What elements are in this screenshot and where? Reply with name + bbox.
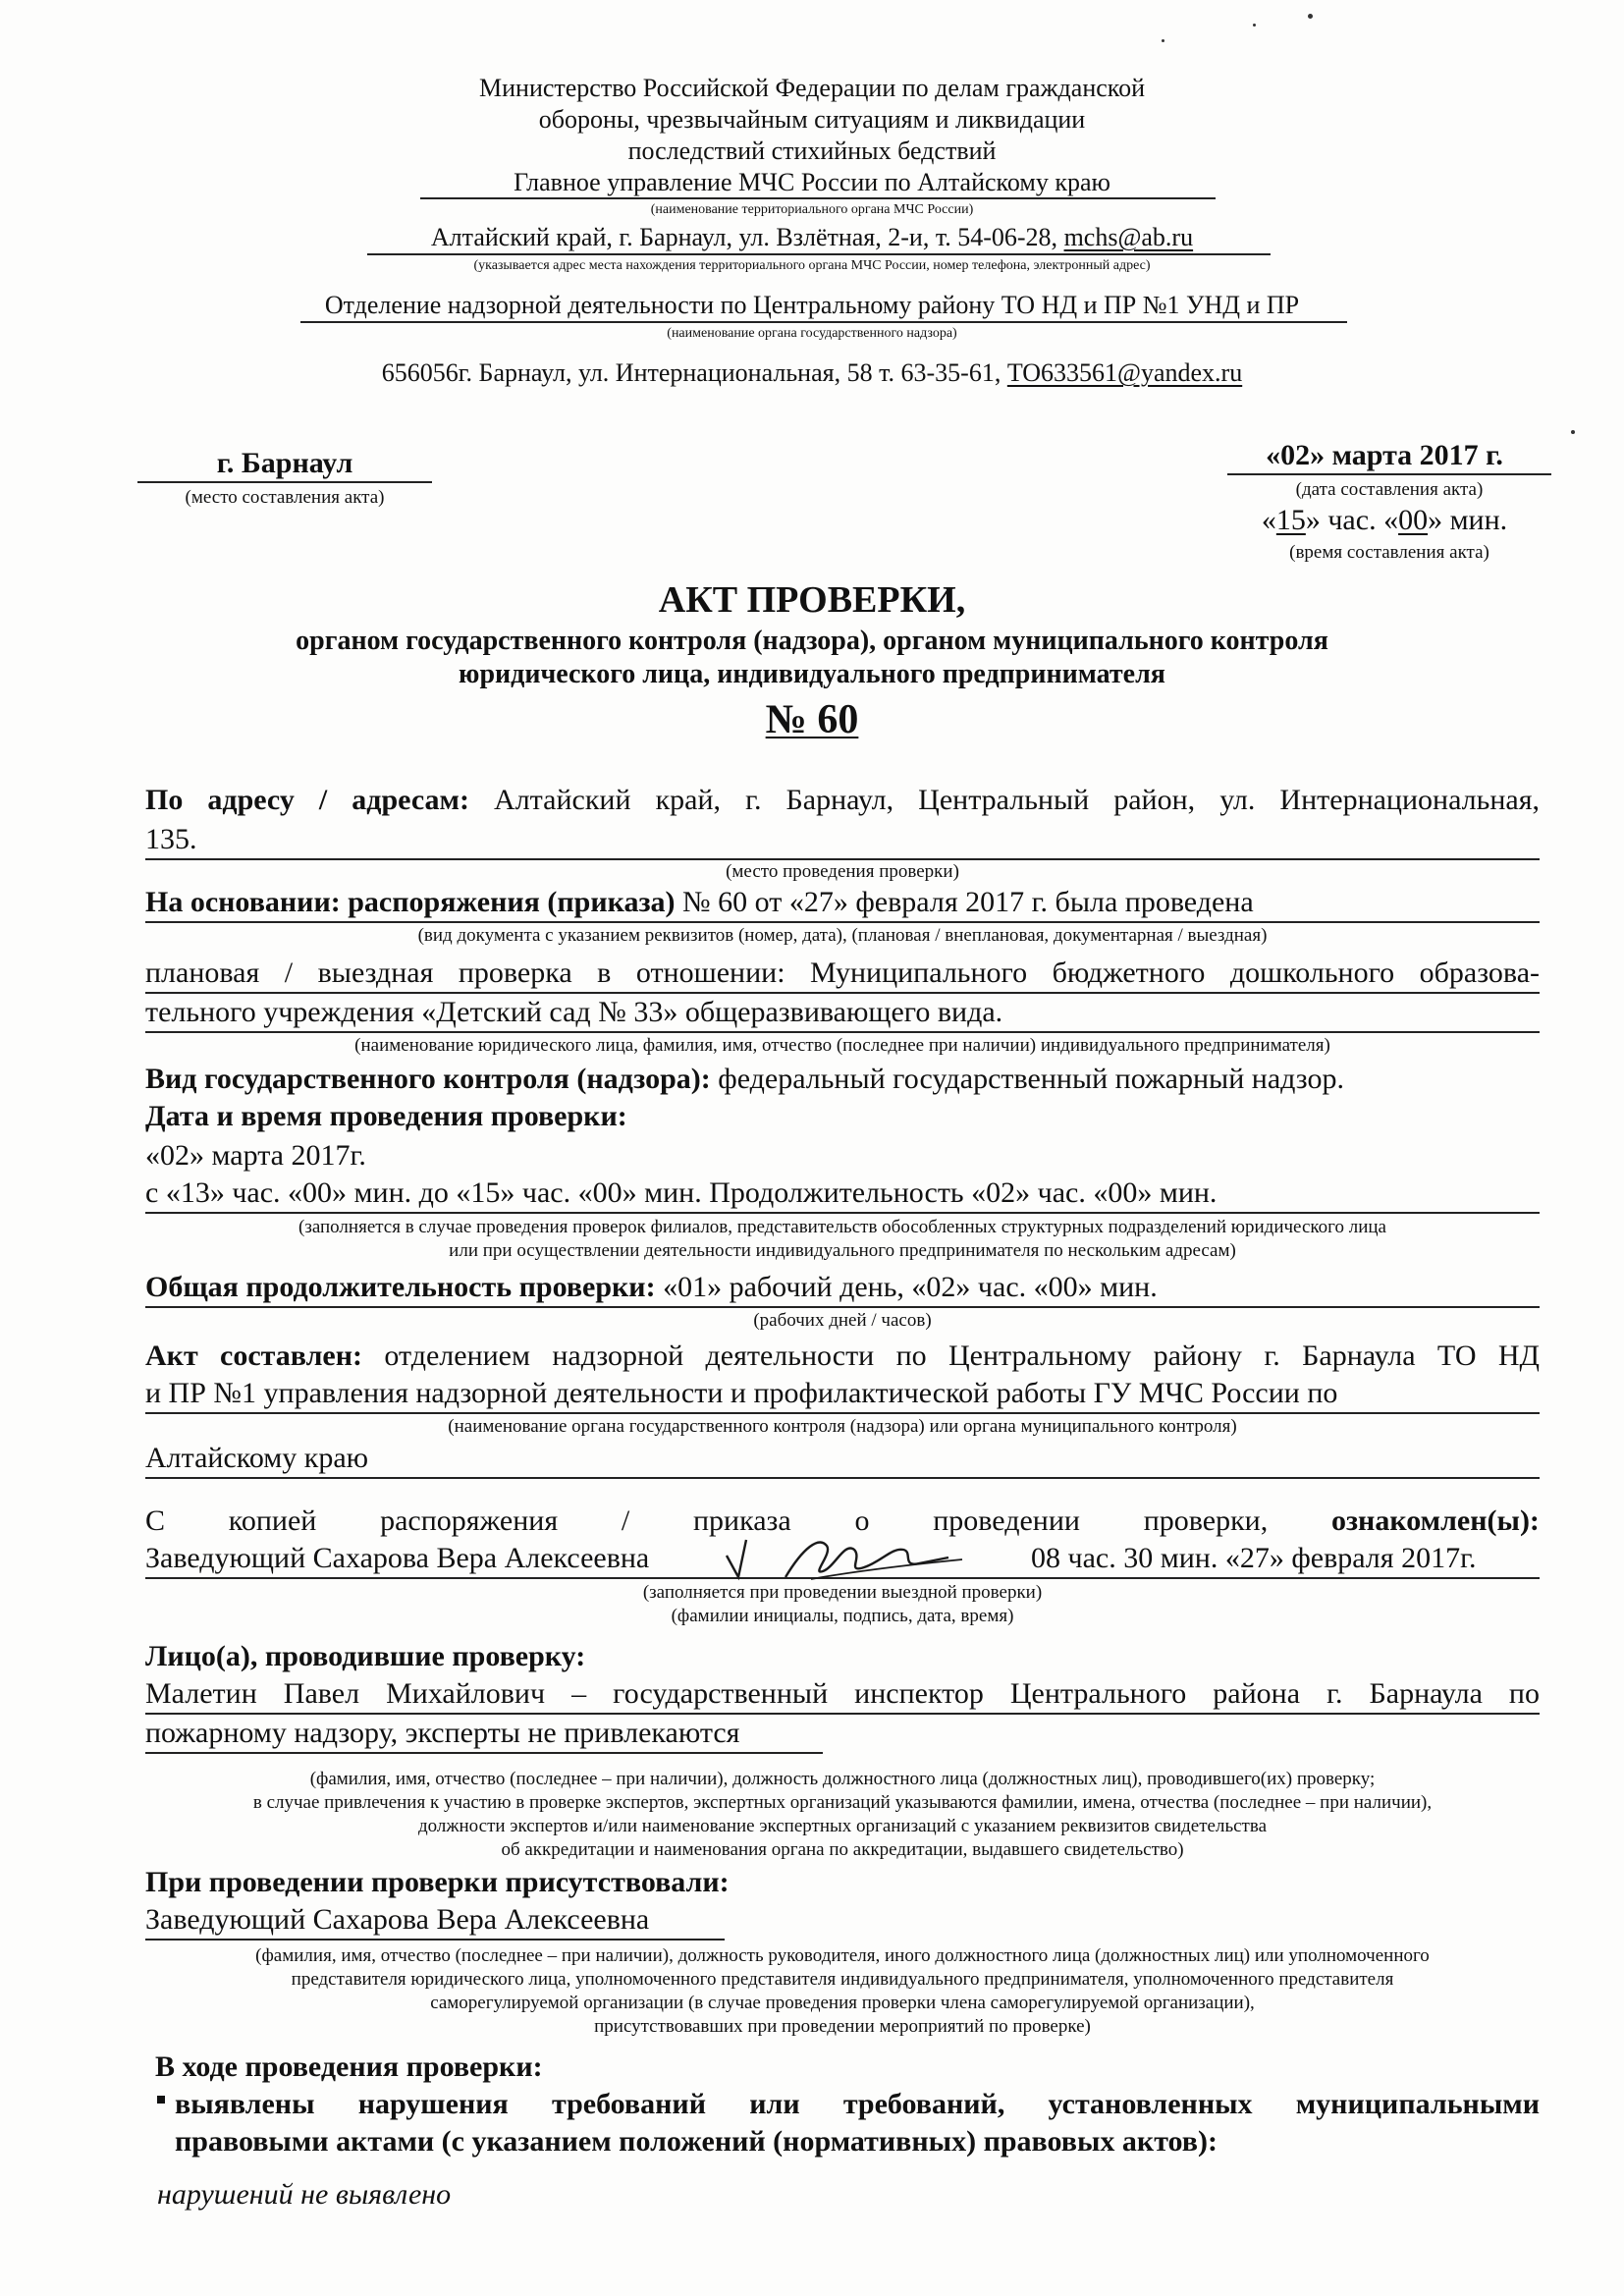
compiled-label: Акт составлен: bbox=[145, 1339, 363, 1372]
present-label: При проведении проверки присутствовали: bbox=[145, 1866, 730, 1898]
caption-place-check: (место проведения проверки) bbox=[726, 861, 959, 882]
caption-duration: (рабочих дней / часов) bbox=[753, 1310, 932, 1331]
caption-place: (место составления акта) bbox=[185, 487, 385, 508]
caption-present-2: представителя юридического лица, уполномоченного представителя индивидуального предпринимателя, уполномоченного представителя bbox=[291, 1969, 1394, 1990]
time-hour: 15 bbox=[1275, 504, 1306, 536]
address-text: Алтайский край, г. Барнаул, ул. Взлётная, 2-и, т. 54-06-28, bbox=[430, 223, 1064, 251]
caption-date bbox=[1227, 479, 1551, 501]
caption-address: (указывается адрес места нахождения территориального органа МЧС России, номер телефона, электронный адрес) bbox=[473, 258, 1151, 273]
address-line-2: 135. bbox=[145, 823, 197, 855]
caption-inspectors-3: должности экспертов и/или наименование экспертных организаций с указанием реквизитов свидетельства bbox=[417, 1816, 1268, 1836]
copy-word: С bbox=[145, 1504, 166, 1537]
scan-speck bbox=[1253, 24, 1256, 27]
caption-time: (время составления акта) bbox=[1289, 542, 1489, 563]
act-number bbox=[0, 695, 1624, 744]
department-email-link[interactable]: TO633561@yandex.ru bbox=[1006, 358, 1243, 387]
duration-value: «01» рабочий день, «02» час. «00» мин. bbox=[655, 1271, 1158, 1303]
compiled-line-3: Алтайскому краю bbox=[145, 1442, 369, 1474]
result-text: нарушений не выявлено bbox=[157, 2178, 452, 2211]
copy-word: о bbox=[854, 1504, 870, 1537]
control-value: федеральный государственный пожарный надзор. bbox=[710, 1063, 1344, 1095]
control-label: Вид государственного контроля (надзора): bbox=[145, 1063, 711, 1095]
underline-datetime bbox=[145, 1212, 1540, 1214]
copy-word: проверки, bbox=[1143, 1504, 1269, 1537]
datetime-label: Дата и время проведения проверки: bbox=[145, 1100, 627, 1132]
underline-ministry bbox=[420, 197, 1216, 199]
caption-copy-2: (фамилии инициалы, подпись, дата, время) bbox=[671, 1606, 1014, 1626]
basis-label: На основании: распоряжения (приказа) bbox=[145, 886, 683, 918]
address-line-1 bbox=[145, 782, 1540, 819]
address-value: Алтайский край, г. Барнаул, Центральный район, ул. Интернациональная, bbox=[468, 784, 1541, 816]
caption-compiled: (наименование органа государственного контроля (надзора) или органа муниципального контроля) bbox=[448, 1416, 1237, 1437]
underline-present bbox=[145, 1939, 725, 1941]
act-title: АКТ ПРОВЕРКИ, bbox=[658, 579, 966, 621]
time-min: 00 bbox=[1398, 504, 1429, 536]
department-address bbox=[0, 357, 1624, 389]
caption-present-4: присутствовавших при проведении мероприятий по проверке) bbox=[594, 2016, 1091, 2037]
caption-date-text: (дата составления акта) bbox=[1295, 479, 1484, 500]
copy-acknowledged: ознакомлен(ы): bbox=[1331, 1504, 1540, 1537]
compiled-value-1: отделением надзорной деятельности по Центральному району г. Барнаула ТО НД bbox=[362, 1339, 1540, 1372]
act-subtitle-1: органом государственного контроля (надзора), органом муниципального контроля bbox=[296, 626, 1328, 656]
underline-basis bbox=[145, 921, 1540, 923]
caption-department: (наименование органа государственного надзора) bbox=[667, 326, 957, 341]
compiled-line-2: и ПР №1 управления надзорной деятельности и профилактической работы ГУ МЧС России по bbox=[145, 1377, 1338, 1409]
ministry-line-4: Главное управление МЧС России по Алтайскому краю bbox=[514, 168, 1110, 196]
time-mid: » час. « bbox=[1305, 504, 1399, 536]
copy-datetime: 08 час. 30 мин. «27» февраля 2017г. bbox=[1031, 1542, 1477, 1574]
copy-word: проведении bbox=[933, 1504, 1080, 1537]
address-label: По адресу / адресам: bbox=[145, 784, 469, 816]
underline-duration bbox=[145, 1306, 1540, 1308]
inspectors-line-1: Малетин Павел Михайлович – государственный инспектор Центрального района г. Барнаула по bbox=[145, 1677, 1540, 1710]
copy-word: приказа bbox=[693, 1504, 791, 1537]
caption-branches-1: (заполняется в случае проведения проверок филиалов, представительств обособленных структурных подразделений юридического лица bbox=[298, 1217, 1386, 1237]
time-open: « bbox=[1261, 504, 1276, 536]
caption-copy-1: (заполняется при проведении выездной проверки) bbox=[642, 1582, 1043, 1603]
copy-word: распоряжения bbox=[380, 1504, 559, 1537]
underline-address bbox=[367, 253, 1271, 255]
underline-inspection-2 bbox=[145, 1031, 1540, 1033]
violations-line-1: выявлены нарушения требований или требований, установленных муниципальными bbox=[175, 2088, 1540, 2120]
control-line bbox=[145, 1061, 1344, 1098]
datetime-range: с «13» час. «00» мин. до «15» час. «00» мин. Продолжительность «02» час. «00» мин. bbox=[145, 1176, 1218, 1209]
time-close: » мин. bbox=[1428, 504, 1508, 536]
present-value: Заведующий Сахарова Вера Алексеевна bbox=[145, 1903, 650, 1936]
act-date: «02» марта 2017 г. bbox=[1266, 439, 1503, 471]
scan-speck bbox=[1162, 39, 1164, 42]
department-address-text: 656056г. Барнаул, ул. Интернациональная, 58 т. 63-35-61, bbox=[381, 358, 1007, 387]
during-label: В ходе проведения проверки: bbox=[155, 2050, 543, 2083]
copy-person: Заведующий Сахарова Вера Алексеевна bbox=[145, 1542, 650, 1574]
act-number-text: № 60 bbox=[765, 697, 859, 742]
underline-inspectors-2 bbox=[145, 1752, 823, 1754]
violations-line-2: правовыми актами (с указанием положений (нормативных) правовых актов): bbox=[175, 2125, 1218, 2158]
basis-value: № 60 от «27» февраля 2017 г. была проведена bbox=[682, 886, 1254, 918]
caption-present-1: (фамилия, имя, отчество (последнее – при наличии), должность руководителя, иного должностного лица (должностных лиц) или уполномоченного bbox=[255, 1945, 1430, 1966]
inspectors-line-2: пожарному надзору, эксперты не привлекаются bbox=[145, 1717, 740, 1749]
duration-label: Общая продолжительность проверки: bbox=[145, 1271, 656, 1303]
act-subtitle-2: юридического лица, индивидуального предпринимателя bbox=[459, 659, 1165, 689]
underline-date bbox=[1227, 473, 1551, 475]
caption-entity: (наименование юридического лица, фамилия, имя, отчество (последнее при наличии) индивидуального предпринимателя) bbox=[354, 1035, 1330, 1056]
inspection-line-1: плановая / выездная проверка в отношении: Муниципального бюджетного дошкольного образова- bbox=[145, 957, 1540, 989]
duration-line bbox=[145, 1269, 1158, 1306]
department-name: Отделение надзорной деятельности по Центральному району ТО НД и ПР №1 УНД и ПР bbox=[324, 291, 1300, 319]
caption-basis: (вид документа с указанием реквизитов (номер, дата), (плановая / внеплановая, документарная / выездная) bbox=[417, 925, 1268, 946]
scan-speck bbox=[1571, 430, 1575, 434]
inspection-line-2: тельного учреждения «Детский сад № 33» общеразвивающего вида. bbox=[145, 996, 1003, 1028]
underline-compiled-3 bbox=[145, 1477, 1540, 1479]
basis-line bbox=[145, 884, 1254, 921]
ministry-line-2: обороны, чрезвычайным ситуациям и ликвидации bbox=[538, 105, 1086, 134]
copy-word: / bbox=[621, 1504, 630, 1537]
compiled-line-1 bbox=[145, 1338, 1540, 1375]
bullet-icon bbox=[157, 2096, 165, 2104]
caption-territorial: (наименование территориального органа МЧС России) bbox=[650, 202, 974, 217]
datetime-date: «02» марта 2017г. bbox=[145, 1139, 366, 1172]
ministry-line-3: последствий стихийных бедствий bbox=[627, 137, 997, 165]
caption-inspectors-2: в случае привлечения к участию в проверке экспертов, экспертных организаций указываются фамилии, имена, отчества (последнее – при наличии), bbox=[252, 1792, 1433, 1813]
caption-inspectors-1: (фамилия, имя, отчество (последнее – при наличии), должность должностного лица (должностных лиц), проводившего(их) проверку; bbox=[309, 1769, 1376, 1789]
caption-present-3: саморегулируемой организации (в случае проведения проверки члена саморегулируемой организации), bbox=[430, 1993, 1255, 2013]
ministry-line-1: Министерство Российской Федерации по делам гражданской bbox=[479, 74, 1145, 102]
inspectors-label: Лицо(а), проводившие проверку: bbox=[145, 1640, 586, 1672]
scan-speck bbox=[1308, 14, 1313, 19]
copy-word: копией bbox=[228, 1504, 317, 1537]
place-city: г. Барнаул bbox=[216, 447, 353, 479]
ministry-address bbox=[0, 222, 1624, 253]
underline-department bbox=[300, 321, 1347, 323]
act-time bbox=[1218, 503, 1551, 538]
underline-compiled bbox=[145, 1412, 1540, 1414]
email-link[interactable]: mchs@ab.ru bbox=[1063, 223, 1194, 251]
caption-inspectors-4: об аккредитации и наименования органа по аккредитации, выдавшего свидетельство) bbox=[501, 1839, 1184, 1860]
caption-branches-2: или при осуществлении деятельности индивидуального предпринимателя по нескольким адресам) bbox=[449, 1240, 1236, 1261]
underline-place bbox=[137, 481, 432, 483]
